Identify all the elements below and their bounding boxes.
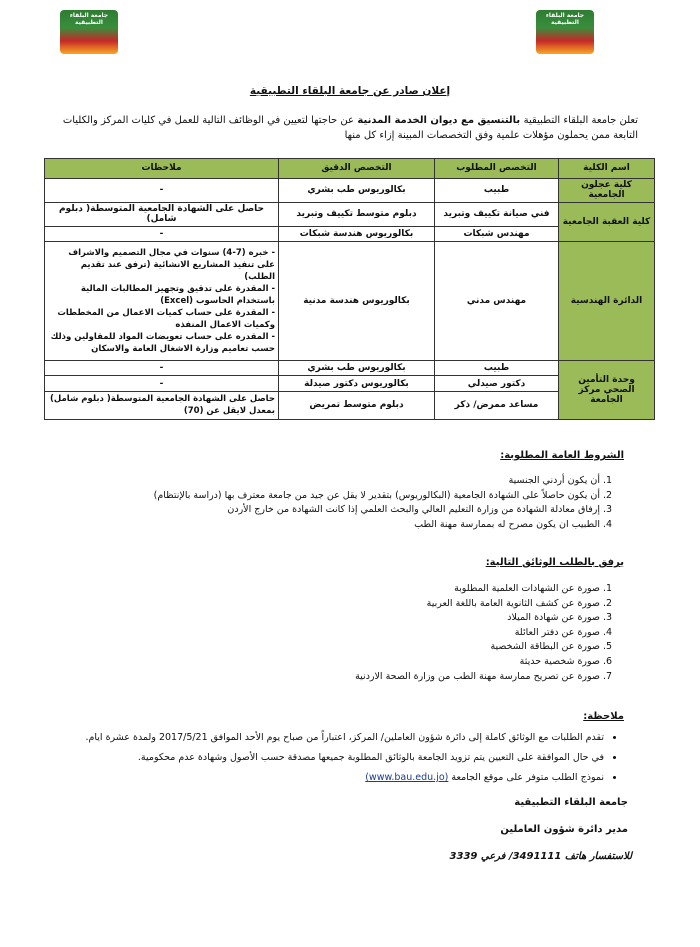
- list-item: 6. صورة شخصية حديثة: [40, 655, 600, 670]
- list-item: 3. صورة عن شهادة الميلاد: [40, 611, 600, 626]
- intro-paragraph: [58, 113, 638, 143]
- college-cell: وحدة التأمين الصحي مركز الجامعة: [559, 360, 655, 419]
- precise-cell: بكالوريوس دكتور صيدلة: [279, 376, 435, 392]
- precise-cell: دبلوم متوسط تكييف وتبريد: [279, 202, 435, 226]
- list-item: 3. إرفاق معادلة الشهادة من وزارة التعليم العالي والبحث العلمي إذا كانت الشهادة من خارج الأردن: [40, 503, 600, 518]
- table-header-row: [45, 159, 655, 179]
- documents-title: يرفق بالطلب الوثائق التالية:: [485, 557, 624, 568]
- note-line: - المقدره على حساب تعويضات المواد للمقاولين وذلك حسب تعاميم وزارة الاشغال العامة والاسكان: [50, 331, 275, 354]
- college-cell: الدائرة الهندسية: [559, 242, 655, 361]
- list-item: • تقدم الطلبات مع الوثائق كاملة إلى دائرة شؤون العاملين/ المركز، اعتباراً من صباح يوم الأحد الموافق 2017/5/21 ولمدة عشرة ايام.: [24, 728, 604, 748]
- notes-cell: -: [45, 226, 279, 242]
- list-item: 5. صورة عن البطاقة الشخصية: [40, 640, 600, 655]
- college-cell: كلية العقبة الجامعية: [559, 202, 655, 242]
- university-logo-left: [60, 10, 118, 54]
- form-text: نموذج الطلب متوفر على موقع الجامعة: [451, 772, 604, 783]
- notes-cell: [45, 242, 279, 361]
- table-row: [45, 178, 655, 202]
- list-item: 7. صورة عن تصريح ممارسة مهنة الطب من وزارة الصحة الاردنية: [40, 670, 600, 685]
- list-item: [24, 768, 604, 788]
- notes-cell: حاصل على الشهادة الجامعية المتوسطة( دبلوم شامل): [45, 202, 279, 226]
- header-college: اسم الكلية: [559, 159, 655, 179]
- announcement-title: إعلان صادر عن جامعة البلقاء التطبيقية: [249, 85, 451, 97]
- logo-text: جامعة البلقاء التطبيقية: [545, 12, 585, 26]
- intro-prefix: تعلن جامعة البلقاء التطبيقية: [523, 115, 638, 126]
- intro-suffix: عن حاجتها لتعيين في الوظائف التالية للعمل في كليات المركز والكليات التابعة ممن يحملون مؤهلات علمية وفق التخصصات المبينة إزاء كل منها: [62, 115, 638, 141]
- list-item: 4. صورة عن دفتر العائلة: [40, 626, 600, 641]
- required-cell: فني صيانة تكييف وتبريد: [435, 202, 559, 226]
- table-row: [45, 360, 655, 376]
- documents-list: [40, 582, 622, 684]
- precise-cell: بكالوريوس هندسة مدنية: [279, 242, 435, 361]
- notes-list: [24, 728, 622, 788]
- precise-cell: دبلوم متوسط تمريض: [279, 391, 435, 419]
- note-line: - المقدرة على تدقيق وتجهيز المطالبات المالية باستخدام الحاسوب (Excel): [80, 283, 275, 306]
- list-item: 2. صورة عن كشف الثانوية العامة باللغة العربية: [40, 597, 600, 612]
- university-logo-right: [536, 10, 594, 54]
- list-item: • في حال الموافقة على التعيين يتم تزويد الجامعة بالوثائق المطلوبة جميعها مصدقة حسب الأصول وشهادة عدم محكومية.: [24, 748, 604, 768]
- notes-cell: -: [45, 178, 279, 202]
- required-cell: طبيب: [435, 178, 559, 202]
- header-required: التخصص المطلوب: [435, 159, 559, 179]
- required-cell: دكتور صيدلي: [435, 376, 559, 392]
- intro-bold: بالتنسيق مع ديوان الخدمة المدنية: [353, 115, 524, 126]
- table-row: [45, 202, 655, 226]
- signature-org: جامعة البلقاء التطبيقية: [514, 797, 628, 808]
- header-precise: التخصص الدقيق: [279, 159, 435, 179]
- precise-cell: بكالوريوس طب بشري: [279, 360, 435, 376]
- list-item: 1. أن يكون أردني الجنسية: [40, 474, 600, 489]
- note-line: - خبره (7-4) سنوات في مجال التصميم والاشراف على تنفيذ المشاريع الانشائية (ترفق عند تقديم الطلب): [68, 247, 275, 282]
- college-cell: كلية عجلون الجامعية: [559, 178, 655, 202]
- notes-cell: حاصل على الشهادة الجامعية المتوسطة( دبلوم شامل) بمعدل لايقل عن (70): [45, 391, 279, 419]
- university-website-link[interactable]: (www.bau.edu.jo): [365, 772, 449, 783]
- logo-text: جامعة البلقاء التطبيقية: [69, 12, 109, 26]
- notes-cell: -: [45, 376, 279, 392]
- required-cell: طبيب: [435, 360, 559, 376]
- header-notes: ملاحظات: [45, 159, 279, 179]
- precise-cell: بكالوريوس هندسة شبكات: [279, 226, 435, 242]
- jobs-table: [44, 158, 655, 420]
- conditions-list: [40, 474, 622, 532]
- note-line: - المقدرة على حساب كميات الاعمال من المخططات وكميات الاعمال المنفذه: [57, 307, 275, 330]
- notes-title: ملاحظة:: [583, 711, 624, 722]
- table-row: [45, 242, 655, 361]
- required-cell: مهندس مدني: [435, 242, 559, 361]
- list-item: 1. صورة عن الشهادات العلمية المطلوبة: [40, 582, 600, 597]
- contact-phone: للاستفسار هاتف 3491111/ فرعي 3339: [449, 851, 632, 862]
- list-item: 4. الطبيب ان يكون مصرح له بممارسة مهنة الطب: [40, 518, 600, 533]
- conditions-title: الشروط العامة المطلوبة:: [500, 450, 624, 461]
- required-cell: مهندس شبكات: [435, 226, 559, 242]
- list-item: 2. أن يكون حاصلاً على الشهادة الجامعية (البكالوريوس) بتقدير لا يقل عن جيد من جامعة معترف بها (دراسة بالإنتظام): [40, 489, 600, 504]
- signature-role: مدير دائرة شؤون العاملين: [500, 824, 628, 835]
- notes-cell: -: [45, 360, 279, 376]
- required-cell: مساعد ممرض/ ذكر: [435, 391, 559, 419]
- precise-cell: بكالوريوس طب بشري: [279, 178, 435, 202]
